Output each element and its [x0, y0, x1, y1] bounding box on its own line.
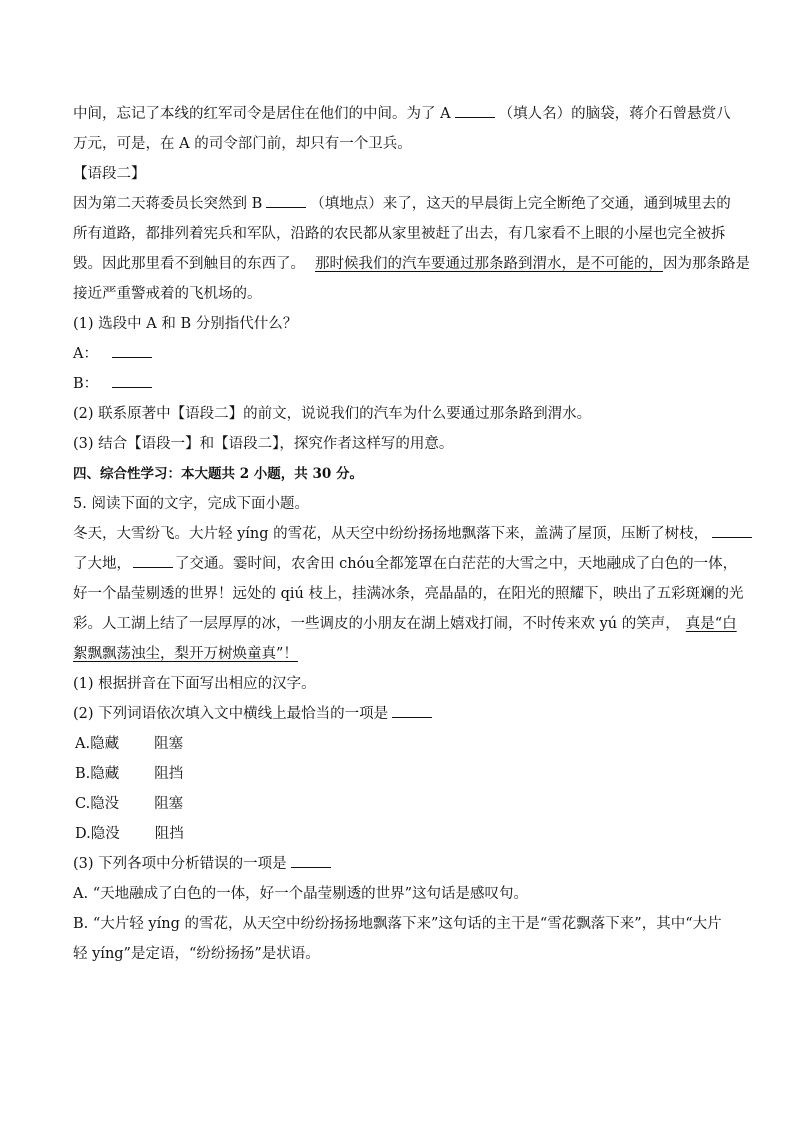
option-word: 阻挡	[154, 826, 184, 842]
text-span: 冬天，大雪纷飞。大片轻 yíng 的雪花，从天空中纷纷扬扬地飘落下来，盖满了屋顶，压断了树枝，	[73, 526, 709, 542]
option-letter: D.	[75, 826, 91, 842]
underlined-sentence: 真是“白	[685, 616, 737, 632]
question-5-title: 5. 阅读下面的文字，完成下面小题。	[73, 496, 309, 512]
choice-b-line: B. “大片轻 yíng 的雪花，从天空中纷纷扬扬地飘落下来”这句话的主干是“雪花飘落下来”，其中“大片	[73, 916, 722, 932]
answer-blank	[392, 705, 432, 718]
paragraph-line: 所有道路，都排列着宪兵和军队，沿路的农民都从家里被赶了出去，有几家看不上眼的小屋也完全被拆	[73, 226, 726, 242]
answer-blank	[112, 375, 152, 388]
option-d	[73, 819, 723, 849]
text-span: 毁。因此那里看不到触目的东西了。	[73, 256, 305, 272]
text-span: 了大地，	[73, 556, 131, 572]
option-letter: B.	[75, 766, 91, 782]
paragraph-line	[73, 249, 750, 279]
fill-blank	[455, 105, 495, 118]
passage-line	[73, 549, 738, 579]
answer-label: B：	[73, 376, 99, 392]
option-a	[73, 729, 723, 759]
text-span: 中间，忘记了本线的红军司令是居住在他们的中间。为了 A	[73, 106, 451, 122]
sub-question-2	[73, 699, 723, 729]
answer-line-b	[73, 369, 723, 399]
answer-line-a	[73, 339, 723, 369]
paragraph-line	[73, 189, 731, 219]
fill-blank	[266, 195, 306, 208]
option-letter: C.	[75, 796, 91, 812]
paragraph-line: 万元，可是，在 A 的司令部门前，却只有一个卫兵。	[73, 136, 412, 152]
fill-blank	[712, 525, 752, 538]
sub-question-1: (1) 根据拼音在下面写出相应的汉字。	[73, 676, 316, 692]
option-word: 阻挡	[154, 766, 184, 782]
option-word: 隐没	[90, 826, 120, 842]
option-word: 阻塞	[154, 796, 184, 812]
paragraph-line	[73, 99, 731, 129]
passage-line	[73, 639, 723, 669]
option-word: 隐藏	[90, 766, 120, 782]
option-b	[73, 759, 723, 789]
option-word: 隐藏	[90, 736, 120, 752]
option-letter: A.	[75, 736, 91, 752]
passage-line	[73, 609, 737, 639]
text-span: （填地点）来了，这天的早晨街上完全断绝了交通，通到城里去的	[310, 196, 731, 212]
underlined-sentence: 那时候我们的汽车要通过那条路到渭水，是不可能的，	[315, 256, 663, 272]
choice-b-line: 轻 yíng”是定语，“纷纷扬扬”是状语。	[73, 946, 320, 962]
document-content	[73, 99, 750, 969]
choice-a: A. “天地融成了白色的一体，好一个晶莹剔透的世界”这句话是感叹句。	[73, 886, 529, 902]
underlined-sentence: 絮飘飘荡浊尘，梨开万树焕童真”！	[73, 646, 298, 662]
sub-question-3	[73, 849, 723, 879]
text-span: (2) 下列词语依次填入文中横线上最恰当的一项是	[73, 706, 389, 722]
part-heading: 四、综合性学习：本大题共 2 小题，共 30 分。	[73, 466, 363, 482]
question-1: (1) 选段中 A 和 B 分别指代什么？	[73, 316, 298, 332]
text-span: (3) 下列各项中分析错误的一项是	[73, 856, 287, 872]
text-span: 因为第二天蒋委员长突然到 B	[73, 196, 263, 212]
passage-line: 好一个晶莹剔透的世界！远处的 qiú 枝上，挂满冰条，亮晶晶的，在阳光的照耀下，映出了五彩斑斓的光	[73, 586, 744, 602]
option-c	[73, 789, 723, 819]
section-title: 【语段二】	[73, 166, 146, 182]
text-span: 了交通。霎时间，农舍田 chóu全都笼罩在白茫茫的大雪之中，天地融成了白色的一体，	[175, 556, 738, 572]
paragraph-line: 接近严重警戒着的飞机场的。	[73, 286, 262, 302]
option-word: 阻塞	[154, 736, 184, 752]
answer-blank	[112, 345, 152, 358]
text-span: （填人名）的脑袋，蒋介石曾悬赏八	[498, 106, 731, 122]
option-word: 隐没	[90, 796, 120, 812]
answer-label: A：	[73, 346, 98, 362]
fill-blank	[133, 555, 173, 568]
text-span: 彩。人工湖上结了一层厚厚的冰，一些调皮的小朋友在湖上嬉戏打闹，不时传来欢 yú 的笑声，	[73, 616, 680, 632]
question-2: (2) 联系原著中【语段二】的前文，说说我们的汽车为什么要通过那条路到渭水。	[73, 406, 592, 422]
text-span: 因为那条路是	[663, 256, 750, 272]
passage-line	[73, 519, 723, 549]
answer-blank	[291, 855, 331, 868]
question-3: (3) 结合【语段一】和【语段二】，探究作者这样写的用意。	[73, 436, 454, 452]
